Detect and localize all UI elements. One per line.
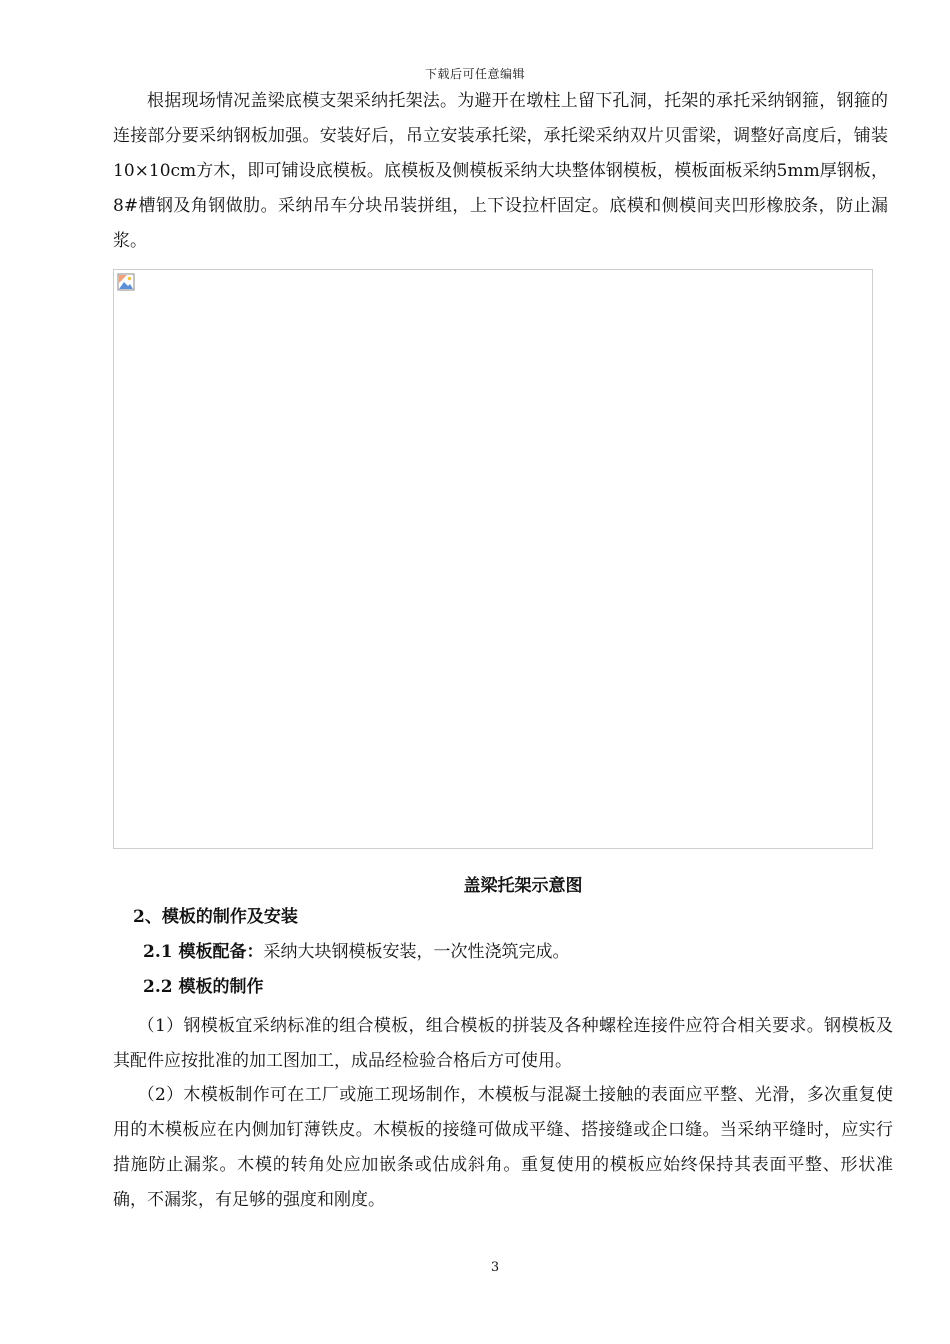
paragraph-2: （2）木模板制作可在工厂或施工现场制作，木模板与混凝土接触的表面应平整、光滑，多次重复使用的木模板应在内侧加钉薄铁皮。木模板的接缝可做成平缝、搭接缝或企口缝。当采纳平缝时，应实行措施防止漏浆。木模的转角处应加嵌条或估成斜角。重复使用的模板应始终保持其表面平整、形状准确，不漏浆，有足够的强度和刚度。 bbox=[113, 1085, 893, 1210]
figure-caption: 盖梁托架示意图 bbox=[463, 876, 583, 896]
subsection-2-1-text: 采纳大块钢模板安装，一次性浇筑完成。 bbox=[263, 942, 570, 962]
section-heading: 2、模板的制作及安装 bbox=[133, 907, 298, 927]
page-number: 3 bbox=[490, 1260, 500, 1275]
broken-image-icon bbox=[117, 273, 135, 291]
subsection-2-2-heading: 2.2 模板的制作 bbox=[143, 977, 264, 997]
subsection-2-1-label: 2.1 模板配备： bbox=[143, 942, 264, 962]
page-header: 下载后可任意编辑 bbox=[424, 67, 525, 81]
intro-paragraph: 根据现场情况盖梁底模支架采纳托架法。为避开在墩柱上留下孔洞，托架的承托采纳钢箍，钢箍的连接部分要采纳钢板加强。安装好后，吊立安装承托梁，承托梁采纳双片贝雷梁，调整好高度后，铺装10×10cm方木，即可铺设底模板。底模板及侧模板采纳大块整体钢模板，模板面板采纳5mm厚钢板，8#槽钢及角钢做肋。采纳吊车分块吊装拼组，上下设拉杆固定。底模和侧模间夹凹形橡胶条，防止漏浆。 bbox=[113, 91, 888, 251]
subsection-2-1 bbox=[143, 939, 570, 965]
paragraph-1: （1）钢模板宜采纳标准的组合模板，组合模板的拼装及各种螺栓连接件应符合相关要求。钢模板及其配件应按批准的加工图加工，成品经检验合格后方可使用。 bbox=[113, 1016, 893, 1071]
figure-placeholder bbox=[113, 269, 873, 849]
